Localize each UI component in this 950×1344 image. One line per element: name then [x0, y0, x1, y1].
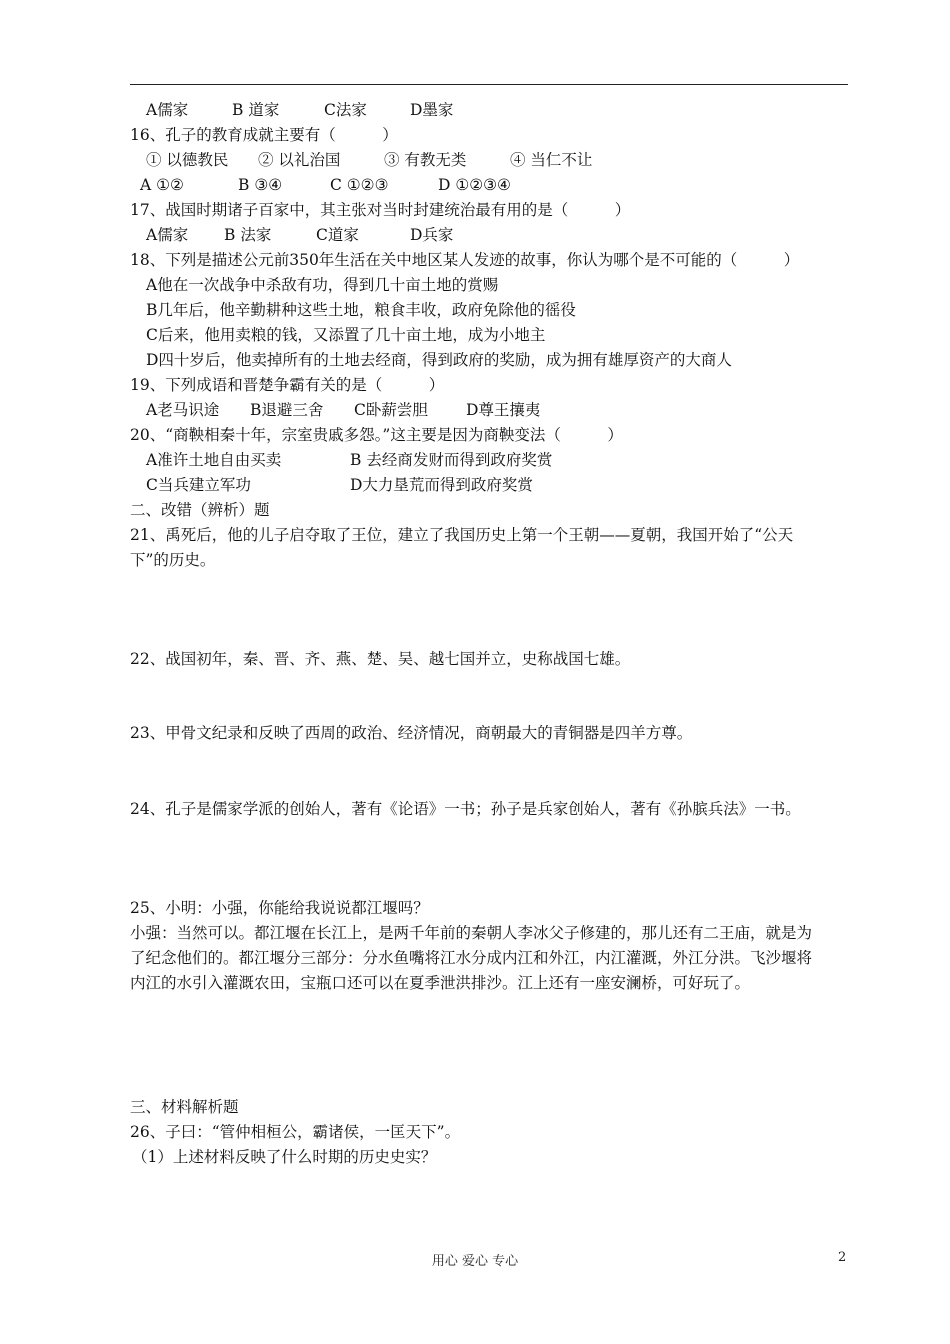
option: A儒家	[146, 226, 189, 244]
q18-option-b: B几年后，他辛勤耕种这些土地，粮食丰收，政府免除他的徭役	[146, 301, 576, 319]
option: B ③④	[238, 176, 283, 194]
q16-items	[146, 150, 592, 170]
q18-option-d: D四十岁后，他卖掉所有的土地去经商，得到政府的奖励，成为拥有雄厚资产的大商人	[146, 351, 732, 369]
option: C ①②③	[330, 176, 389, 194]
section-2-heading: 二、改错（辨析）题	[130, 501, 270, 519]
option: A准许土地自由买卖	[146, 451, 282, 469]
q21-line-2: 下”的历史。	[130, 551, 216, 569]
option: D ①②③④	[438, 176, 511, 194]
option: D大力垦荒而得到政府奖赏	[350, 476, 533, 494]
option: D尊王攘夷	[466, 401, 541, 419]
option: B 道家	[232, 101, 280, 119]
option: D兵家	[410, 226, 454, 244]
q18-stem: 18、下列是描述公元前350年生活在关中地区某人发迹的故事，你认为哪个是不可能的（ ）	[130, 251, 800, 269]
q24: 24、孔子是儒家学派的创始人，著有《论语》一书；孙子是兵家创始人，著有《孙膑兵法》一书。	[130, 800, 801, 818]
q19-stem: 19、下列成语和晋楚争霸有关的是（ ）	[130, 376, 445, 394]
q21-line-1: 21、禹死后，他的儿子启夺取了王位，建立了我国历史上第一个王朝——夏朝，我国开始了“公天	[130, 526, 794, 544]
header-rule	[130, 84, 848, 85]
q20-stem: 20、“商鞅相秦十年，宗室贵戚多怨。”这主要是因为商鞅变法（ ）	[130, 426, 623, 444]
option: C卧薪尝胆	[354, 401, 428, 419]
q23: 23、甲骨文纪录和反映了西周的政治、经济情况，商朝最大的青铜器是四羊方尊。	[130, 724, 693, 742]
q18-option-c: C后来，他用卖粮的钱，又添置了几十亩土地，成为小地主	[146, 326, 546, 344]
q16-stem: 16、孔子的教育成就主要有（ ）	[130, 126, 398, 144]
option: A儒家	[146, 101, 189, 119]
q18-option-a: A他在一次战争中杀敌有功，得到几十亩土地的赏赐	[146, 276, 499, 294]
option: A老马识途	[146, 401, 220, 419]
q17-stem: 17、战国时期诸子百家中，其主张对当时封建统治最有用的是（ ）	[130, 201, 631, 219]
option: C当兵建立军功	[146, 476, 251, 494]
q25-line-4: 内江的水引入灌溉农田，宝瓶口还可以在夏季泄洪排沙。江上还有一座安澜桥，可好玩了。	[130, 974, 751, 992]
option: B 去经商发财而得到政府奖赏	[350, 451, 553, 469]
section-3-heading: 三、材料解析题	[130, 1098, 239, 1116]
q25-line-2: 小强：当然可以。都江堰在长江上，是两千年前的秦朝人李冰父子修建的，那儿还有二王庙，就是为	[130, 924, 813, 942]
item: ① 以德教民	[146, 151, 229, 169]
option: B 法家	[224, 226, 272, 244]
item: ② 以礼治国	[258, 151, 341, 169]
page-number: 2	[838, 1250, 847, 1265]
option: C道家	[316, 226, 359, 244]
option: D墨家	[410, 101, 454, 119]
q19-options	[146, 400, 540, 420]
option: A ①②	[140, 176, 184, 194]
option: C法家	[324, 101, 367, 119]
q16-options	[140, 175, 511, 195]
q15-options	[146, 100, 453, 120]
page-footer: 用心 爱心 专心	[431, 1254, 519, 1269]
q20-options-row1	[146, 450, 552, 470]
q25-line-3: 了纪念他们的。都江堰分三部分：分水鱼嘴将江水分成内江和外江，内江灌溉，外江分洪。飞沙堰将	[130, 949, 813, 967]
item: ③ 有教无类	[384, 151, 467, 169]
item: ④ 当仁不让	[510, 151, 593, 169]
q25-line-1: 25、小明：小强，你能给我说说都江堰吗？	[130, 899, 429, 917]
option: B退避三舍	[250, 401, 324, 419]
q20-options-row2	[146, 475, 533, 495]
q22: 22、战国初年，秦、晋、齐、燕、楚、吴、越七国并立，史称战国七雄。	[130, 650, 631, 668]
q26-subquestion-1: （1）上述材料反映了什么时期的历史史实？	[132, 1148, 437, 1166]
q17-options	[146, 225, 453, 245]
q26-stem: 26、子曰：“管仲相桓公，霸诸侯，一匡天下”。	[130, 1123, 461, 1141]
